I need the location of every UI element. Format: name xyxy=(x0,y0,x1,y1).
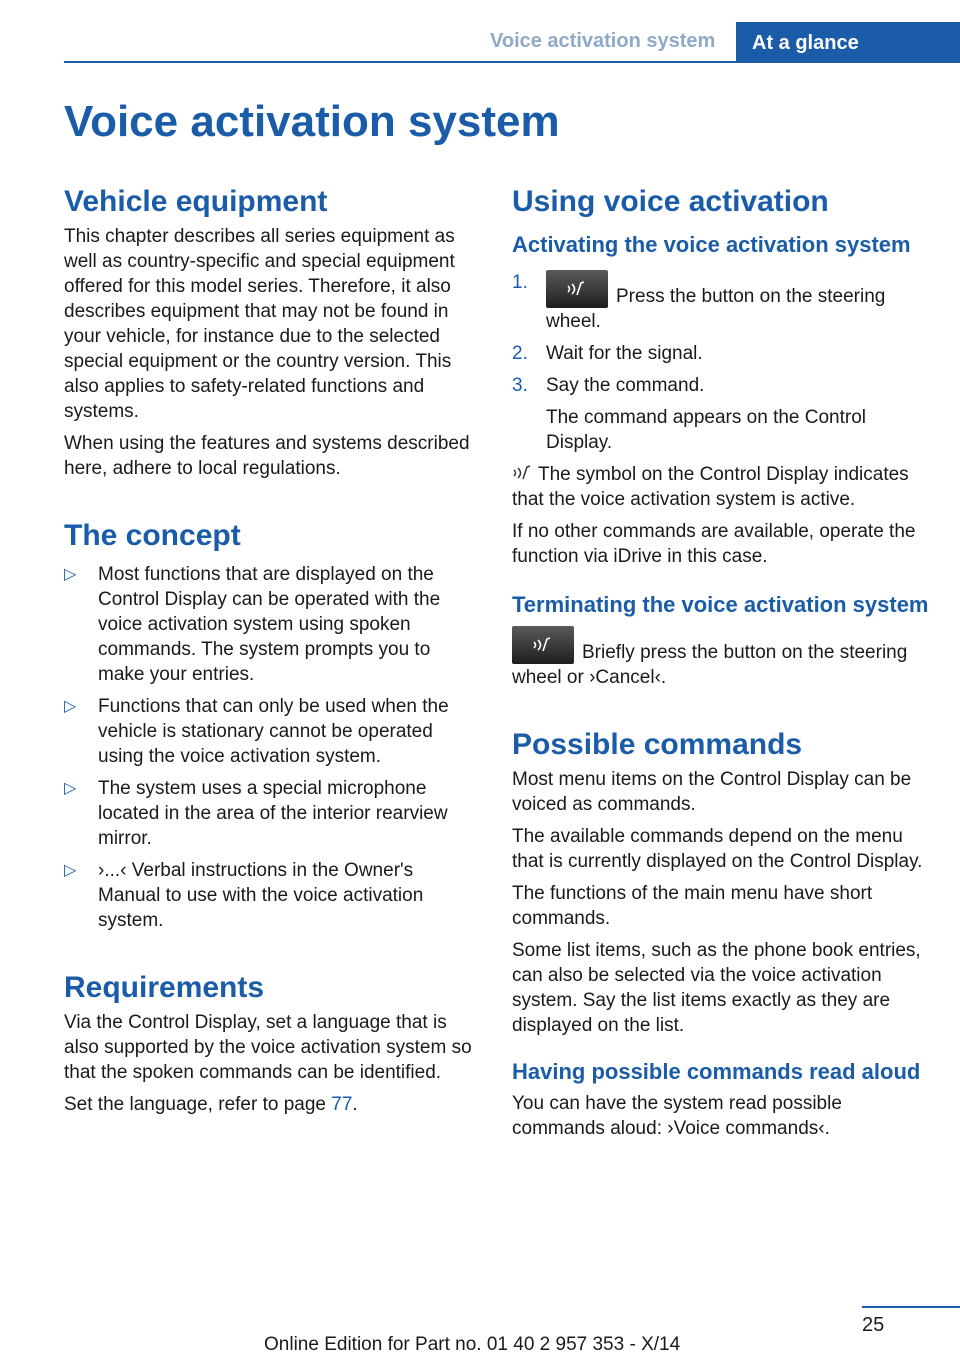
step3-subtext: The command appears on the Control Display. xyxy=(546,407,867,453)
vehicle-equipment-paragraph-1: This chapter describes all series equipment as well as country-specific and special equipment offered for this model series. Therefore, it also describes equipment that may not be found in your vehicle, for instance due to the selected special equipment or the country version. This also applies to safety-related functions and systems. xyxy=(64,226,455,422)
heading-using-voice-activation: Using voice activation xyxy=(512,185,829,218)
page-title: Voice activation system xyxy=(64,97,560,146)
list-item: 3. Say the command. The command appears on the Control Display. xyxy=(512,373,932,455)
heading-terminating: Terminating the voice activation system xyxy=(512,592,929,617)
concept-list xyxy=(64,562,480,933)
list-item: ▷ Most functions that are displayed on the Control Display can be operated with the voice activation system using spoken commands. The system prompts you to make your entries. xyxy=(64,564,441,685)
footer-rule xyxy=(862,1306,960,1308)
possible-paragraph-3: The functions of the main menu have short commands. xyxy=(512,883,873,929)
terminating-paragraph: Briefly press the button on the steering wheel or ›Cancel‹. xyxy=(512,626,932,690)
heading-vehicle-equipment: Vehicle equipment xyxy=(64,185,328,218)
list-item: ▷ Functions that can only be used when the vehicle is stationary cannot be operated using the voice activation system. xyxy=(64,696,449,767)
triangle-bullet-icon: ▷ xyxy=(64,566,77,583)
vehicle-equipment-paragraph-2: When using the features and systems described here, adhere to local regulations. xyxy=(64,433,470,479)
heading-the-concept: The concept xyxy=(64,519,241,552)
voice-symbol-icon xyxy=(512,463,534,483)
possible-paragraph-4: Some list items, such as the phone book entries, can also be selected via the voice activation system. Say the list items exactly as they are displayed on the list. xyxy=(512,940,921,1036)
voice-command-icon xyxy=(566,278,588,300)
header-chapter-tab: At a glance xyxy=(736,22,960,63)
read-aloud-paragraph: You can have the system read possible commands aloud: ›Voice commands‹. xyxy=(512,1093,842,1139)
requirements-paragraph-1: Via the Control Display, set a language that is also supported by the voice activation system so that the spoken commands can be identified. xyxy=(64,1012,472,1083)
heading-activating: Activating the voice activation system xyxy=(512,232,911,257)
footer-edition-text: Online Edition for Part no. 01 40 2 957 353 - X/14 xyxy=(264,1334,681,1355)
heading-possible-commands: Possible commands xyxy=(512,728,803,761)
triangle-bullet-icon: ▷ xyxy=(64,862,77,879)
symbol-paragraph: The symbol on the Control Display indicates that the voice activation system is active. xyxy=(512,464,909,510)
possible-paragraph-1: Most menu items on the Control Display can be voiced as commands. xyxy=(512,769,912,815)
list-item: ▷ ›...‹ Verbal instructions in the Owner's Manual to use with the voice activation system. xyxy=(64,860,424,931)
voice-button-image xyxy=(546,270,608,308)
header-section-title: Voice activation system xyxy=(490,30,716,52)
voice-button-image xyxy=(512,626,574,664)
triangle-bullet-icon: ▷ xyxy=(64,698,77,715)
header-rule xyxy=(64,61,960,63)
left-column xyxy=(64,180,480,1124)
triangle-bullet-icon: ▷ xyxy=(64,780,77,797)
right-column xyxy=(512,180,932,1148)
list-item: 1. Press the button on the steering wheel. xyxy=(512,272,886,332)
activation-steps xyxy=(512,270,932,455)
list-item: 2. Wait for the signal. xyxy=(512,343,703,364)
voice-command-icon xyxy=(532,634,554,656)
requirements-paragraph-2: Set the language, refer to page 77. xyxy=(64,1094,358,1115)
no-commands-paragraph: If no other commands are available, operate the function via iDrive in this case. xyxy=(512,521,916,567)
possible-paragraph-2: The available commands depend on the menu that is currently displayed on the Control Display. xyxy=(512,826,923,872)
page-number: 25 xyxy=(862,1314,885,1336)
heading-requirements: Requirements xyxy=(64,971,265,1004)
page-reference-link[interactable]: 77 xyxy=(331,1094,353,1115)
list-item: ▷ The system uses a special microphone located in the area of the interior rearview mirror. xyxy=(64,778,448,849)
heading-read-aloud: Having possible commands read aloud xyxy=(512,1059,921,1084)
